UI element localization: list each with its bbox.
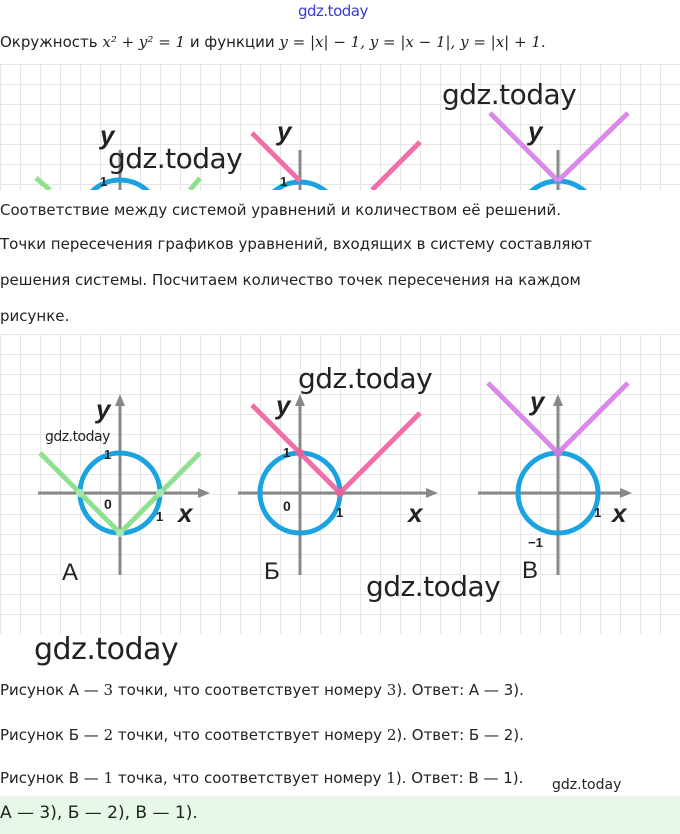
top-y-label-a: y — [100, 120, 115, 150]
top-graph-a-left — [36, 178, 50, 190]
graph-v-point-1 — [554, 449, 562, 457]
result-a-ref: 3 — [386, 681, 397, 699]
graph-v-y-label: y — [530, 386, 545, 416]
graph-v-x-label: x — [612, 498, 627, 528]
graph-b-y-arrow — [295, 394, 305, 406]
top-y-label-b: y — [277, 116, 292, 146]
result-v-prefix: Рисунок В — — [0, 769, 104, 787]
result-b-count: 2 — [103, 726, 114, 744]
graph-a-x-label: x — [178, 498, 193, 528]
result-v-count: 1 — [103, 769, 114, 787]
graph-a-point-2 — [156, 489, 164, 497]
graph-b-x-arrow — [426, 488, 438, 498]
graph-a-y-arrow — [115, 394, 125, 406]
watermark-large: gdz.today — [34, 632, 179, 667]
explanation-line-1: Соответствие между системой уравнений и количеством её решений. — [0, 201, 562, 219]
graph-a-point-3 — [116, 529, 124, 537]
graph-a-x-arrow — [198, 488, 210, 498]
result-v-middle: точка, что соответствует номеру — [113, 769, 387, 787]
graph-a-one-x: 1 — [156, 509, 164, 524]
result-line-b — [0, 726, 524, 744]
graph-v-line-left — [488, 383, 558, 453]
graph-b-x-label: x — [408, 498, 423, 528]
watermark-graph-top: gdz.today — [298, 362, 433, 395]
watermark-top-strip-2: gdz.today — [442, 78, 577, 111]
graph-v — [478, 383, 632, 584]
result-v-answer: ). Ответ: В — 1). — [395, 769, 524, 787]
top-graph-strip — [0, 64, 680, 190]
top-graph-b-left — [252, 133, 300, 181]
top-one-a: 1 — [100, 174, 108, 189]
graph-b-line-left — [252, 405, 340, 493]
graph-b-one-y: 1 — [283, 445, 291, 460]
circle-equation: x² + y² = 1 — [102, 33, 186, 51]
top-y-label-v: y — [528, 116, 543, 146]
graph-a-label: А — [62, 559, 79, 586]
result-b-answer: ). Ответ: Б — 2). — [396, 726, 524, 744]
graph-v-y-arrow — [553, 394, 563, 406]
header-middle: и функции — [185, 33, 280, 51]
result-b-ref: 2 — [386, 726, 397, 744]
graph-a-zero: 0 — [104, 496, 112, 512]
watermark-top: gdz.today — [298, 2, 368, 20]
top-one-b: 1 — [280, 174, 288, 189]
graph-b-one-x: 1 — [336, 505, 344, 520]
graph-b-point-1 — [296, 449, 304, 457]
graph-b — [238, 390, 438, 585]
graph-a — [38, 394, 210, 586]
result-b-prefix: Рисунок Б — — [0, 726, 104, 744]
header-line — [0, 33, 546, 51]
result-v-ref: 1 — [386, 769, 396, 787]
graph-b-point-2 — [336, 489, 344, 497]
explanation-line-3: решения системы. Посчитаем количество точек пересечения на каждом — [0, 271, 581, 289]
graph-v-label: В — [522, 557, 539, 584]
top-graph-v-left — [490, 113, 558, 181]
watermark-result: gdz.today — [552, 777, 622, 793]
graph-b-line-right — [340, 413, 420, 493]
top-graph-v-right — [558, 113, 628, 181]
watermark-graph-bottom: gdz.today — [366, 570, 501, 603]
result-line-a — [0, 681, 524, 699]
graph-a-point-1 — [76, 489, 84, 497]
watermark-small-graph: gdz.today — [45, 429, 110, 445]
functions-list: y = |x| − 1, y = |x − 1|, y = |x| + 1. — [279, 33, 546, 51]
main-graphs-panel — [0, 334, 680, 634]
graph-v-one-x: 1 — [594, 505, 602, 520]
watermark-top-strip-1: gdz.today — [108, 142, 243, 175]
final-answer-text: А — 3), Б — 2), В — 1). — [0, 803, 198, 823]
graph-v-minus-one: −1 — [528, 535, 543, 550]
result-a-middle: точки, что соответствует номеру — [113, 681, 387, 699]
result-a-prefix: Рисунок А — — [0, 681, 104, 699]
top-graph-a-right — [190, 178, 200, 190]
header-prefix: Окружность — [0, 33, 103, 51]
graph-a-one-y: 1 — [104, 447, 112, 462]
result-a-count: 3 — [103, 681, 114, 699]
final-answer-box — [0, 796, 680, 834]
graph-b-label: Б — [264, 558, 280, 585]
top-graph-b-right — [372, 142, 420, 190]
graph-v-x-arrow — [620, 488, 632, 498]
result-a-answer: ). Ответ: А — 3). — [396, 681, 524, 699]
explanation-line-4: рисунке. — [0, 307, 70, 325]
graph-b-zero: 0 — [283, 498, 291, 514]
graph-b-y-label: y — [276, 390, 291, 420]
graph-a-y-label: y — [96, 394, 111, 424]
top-graphs-svg — [0, 64, 680, 190]
result-b-middle: точки, что соответствует номеру — [113, 726, 387, 744]
explanation-line-2: Точки пересечения графиков уравнений, входящих в систему составляют — [0, 235, 592, 253]
graph-v-line-right — [558, 383, 628, 453]
result-line-v — [0, 769, 523, 787]
